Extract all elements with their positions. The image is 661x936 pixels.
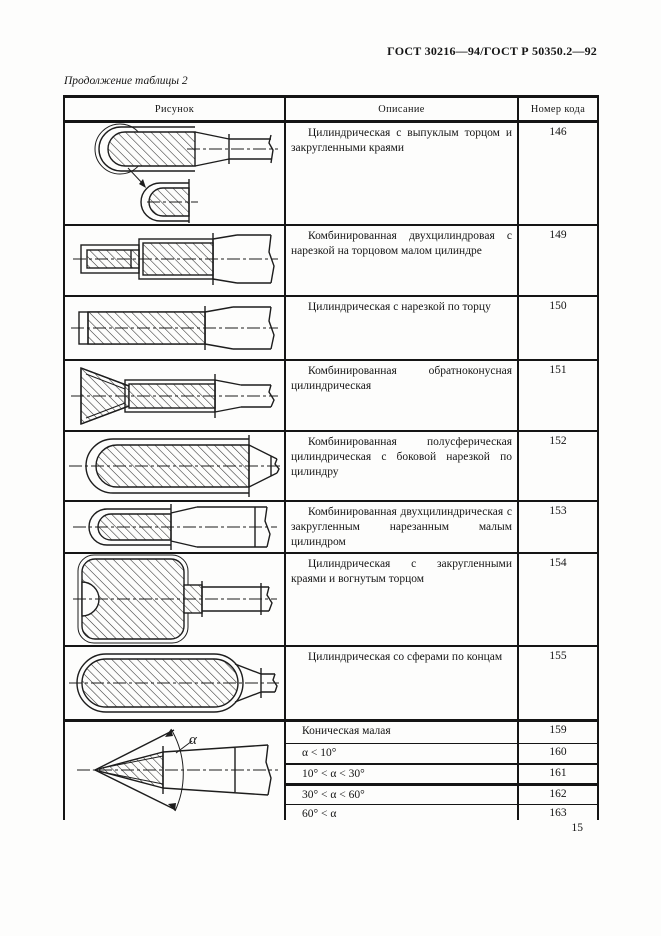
table-row bbox=[65, 432, 597, 502]
table-row bbox=[65, 361, 597, 432]
code-cell: 153 bbox=[517, 502, 597, 552]
description-cell: Цилиндрическая с закругленными краями и вогнутым торцом bbox=[284, 554, 517, 645]
code-cell: 150 bbox=[517, 297, 597, 359]
figure-cell bbox=[65, 722, 284, 820]
code-cell: 152 bbox=[517, 432, 597, 500]
figure-155-drawing-spheres-both-ends bbox=[65, 647, 284, 719]
figure-146-drawing-cylindrical-convex-end bbox=[65, 123, 284, 224]
figure-cell bbox=[65, 226, 284, 295]
description-cell: 30° < α < 60° bbox=[302, 789, 365, 801]
description-cell: Цилиндрическая со сферами по концам bbox=[284, 647, 517, 719]
table-subrow bbox=[286, 805, 597, 820]
table-row bbox=[65, 226, 597, 297]
figure-153-drawing-two-cylinder-rounded-small bbox=[65, 502, 284, 552]
table-continuation-caption: Продолжение таблицы 2 bbox=[64, 75, 188, 87]
figure-cell bbox=[65, 123, 284, 224]
code-cell: 159 bbox=[517, 722, 597, 743]
figure-159-drawing-small-cone-alpha bbox=[65, 722, 284, 820]
description-cell: Комбинированная полусферическая цилиндрическая с боковой нарезкой по цилиндру bbox=[284, 432, 517, 500]
column-header-figure: Рисунок bbox=[154, 103, 195, 115]
figure-cell bbox=[65, 554, 284, 645]
table-row bbox=[65, 554, 597, 647]
table-row-group-conical bbox=[65, 722, 597, 820]
description-cell: Цилиндрическая с выпуклым торцом и закругленными краями bbox=[284, 123, 517, 224]
page-number: 15 bbox=[571, 822, 583, 834]
table-subrow bbox=[286, 786, 597, 805]
description-cell: Комбинированная двухцилиндрическая с закругленным нарезанным малым цилиндром bbox=[284, 502, 517, 552]
figure-cell bbox=[65, 502, 284, 552]
figure-cell bbox=[65, 361, 284, 430]
table-row bbox=[65, 647, 597, 722]
table-subrow bbox=[286, 722, 597, 744]
description-cell: α < 10° bbox=[302, 747, 337, 759]
figure-154-drawing-rounded-edges-concave-end bbox=[65, 554, 284, 645]
table-header-row bbox=[65, 98, 597, 123]
column-header-description: Описание bbox=[284, 98, 517, 120]
table-row bbox=[65, 297, 597, 361]
description-cell: 60° < α bbox=[302, 808, 337, 820]
figure-cell bbox=[65, 432, 284, 500]
figure-151-drawing-inverse-cone-cylindrical bbox=[65, 361, 284, 430]
figure-cell bbox=[65, 647, 284, 719]
shapes-code-table bbox=[63, 95, 599, 820]
standard-number-header: ГОСТ 30216—94/ГОСТ Р 50350.2—92 bbox=[387, 44, 597, 58]
code-cell: 161 bbox=[517, 765, 597, 783]
figure-152-drawing-hemispherical-cylindrical bbox=[65, 432, 284, 500]
table-subrow bbox=[286, 765, 597, 786]
cone-subrows bbox=[284, 722, 597, 820]
code-cell: 162 bbox=[517, 786, 597, 804]
code-cell: 149 bbox=[517, 226, 597, 295]
column-header-code: Номер кода bbox=[517, 98, 597, 120]
code-cell: 146 bbox=[517, 123, 597, 224]
description-cell: Комбинированная двухцилиндровая с нарезкой на торцовом малом цилиндре bbox=[284, 226, 517, 295]
description-cell: Коническая малая bbox=[302, 725, 391, 737]
table-subrow bbox=[286, 744, 597, 765]
table-row bbox=[65, 502, 597, 554]
figure-150-drawing-cylindrical-threaded-end bbox=[65, 297, 284, 359]
table-row bbox=[65, 123, 597, 226]
alpha-angle-label: α bbox=[189, 732, 197, 748]
description-cell: Цилиндрическая с нарезкой по торцу bbox=[284, 297, 517, 359]
code-cell: 154 bbox=[517, 554, 597, 645]
description-cell: Комбинированная обратноконусная цилиндрическая bbox=[284, 361, 517, 430]
code-cell: 151 bbox=[517, 361, 597, 430]
description-cell: 10° < α < 30° bbox=[302, 768, 365, 780]
code-cell: 163 bbox=[517, 805, 597, 820]
code-cell: 155 bbox=[517, 647, 597, 719]
figure-cell bbox=[65, 297, 284, 359]
figure-149-drawing-two-cylinder-threaded bbox=[65, 226, 284, 295]
code-cell: 160 bbox=[517, 744, 597, 763]
